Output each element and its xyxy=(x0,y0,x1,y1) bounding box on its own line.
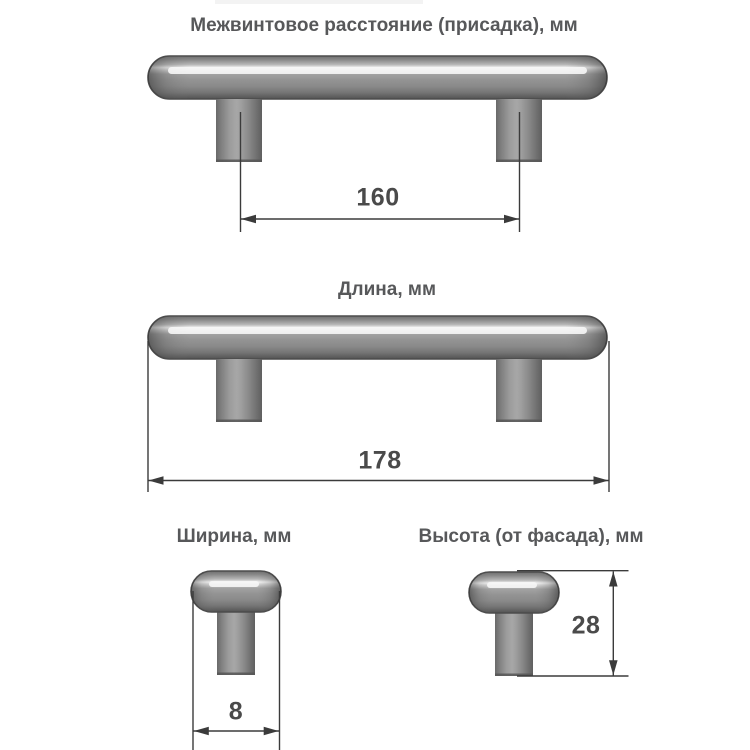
arrow-right-icon xyxy=(504,215,519,224)
arrow-down-icon xyxy=(609,660,618,675)
arrow-right-icon xyxy=(264,727,279,736)
title-length: Длина, мм xyxy=(338,279,436,300)
value-length: 178 xyxy=(358,446,402,475)
arrow-left-icon xyxy=(149,476,164,485)
handle-front-view-screw-distance xyxy=(148,56,607,162)
arrow-left-icon xyxy=(194,727,209,736)
dimension-160-lines xyxy=(241,112,520,232)
arrow-up-icon xyxy=(609,572,618,587)
arrow-left-icon xyxy=(241,215,256,224)
handle-end-view-width xyxy=(191,571,281,675)
value-screw-distance: 160 xyxy=(356,183,400,212)
value-width: 8 xyxy=(228,697,244,726)
handle-end-view-height xyxy=(469,572,559,676)
handle-front-view-length xyxy=(148,316,607,422)
title-screw-distance: Межвинтовое расстояние (присадка), мм xyxy=(190,15,578,36)
title-width: Ширина, мм xyxy=(176,526,292,547)
title-height: Высота (от фасада), мм xyxy=(418,526,644,547)
value-height: 28 xyxy=(571,611,601,640)
arrow-right-icon xyxy=(594,476,609,485)
